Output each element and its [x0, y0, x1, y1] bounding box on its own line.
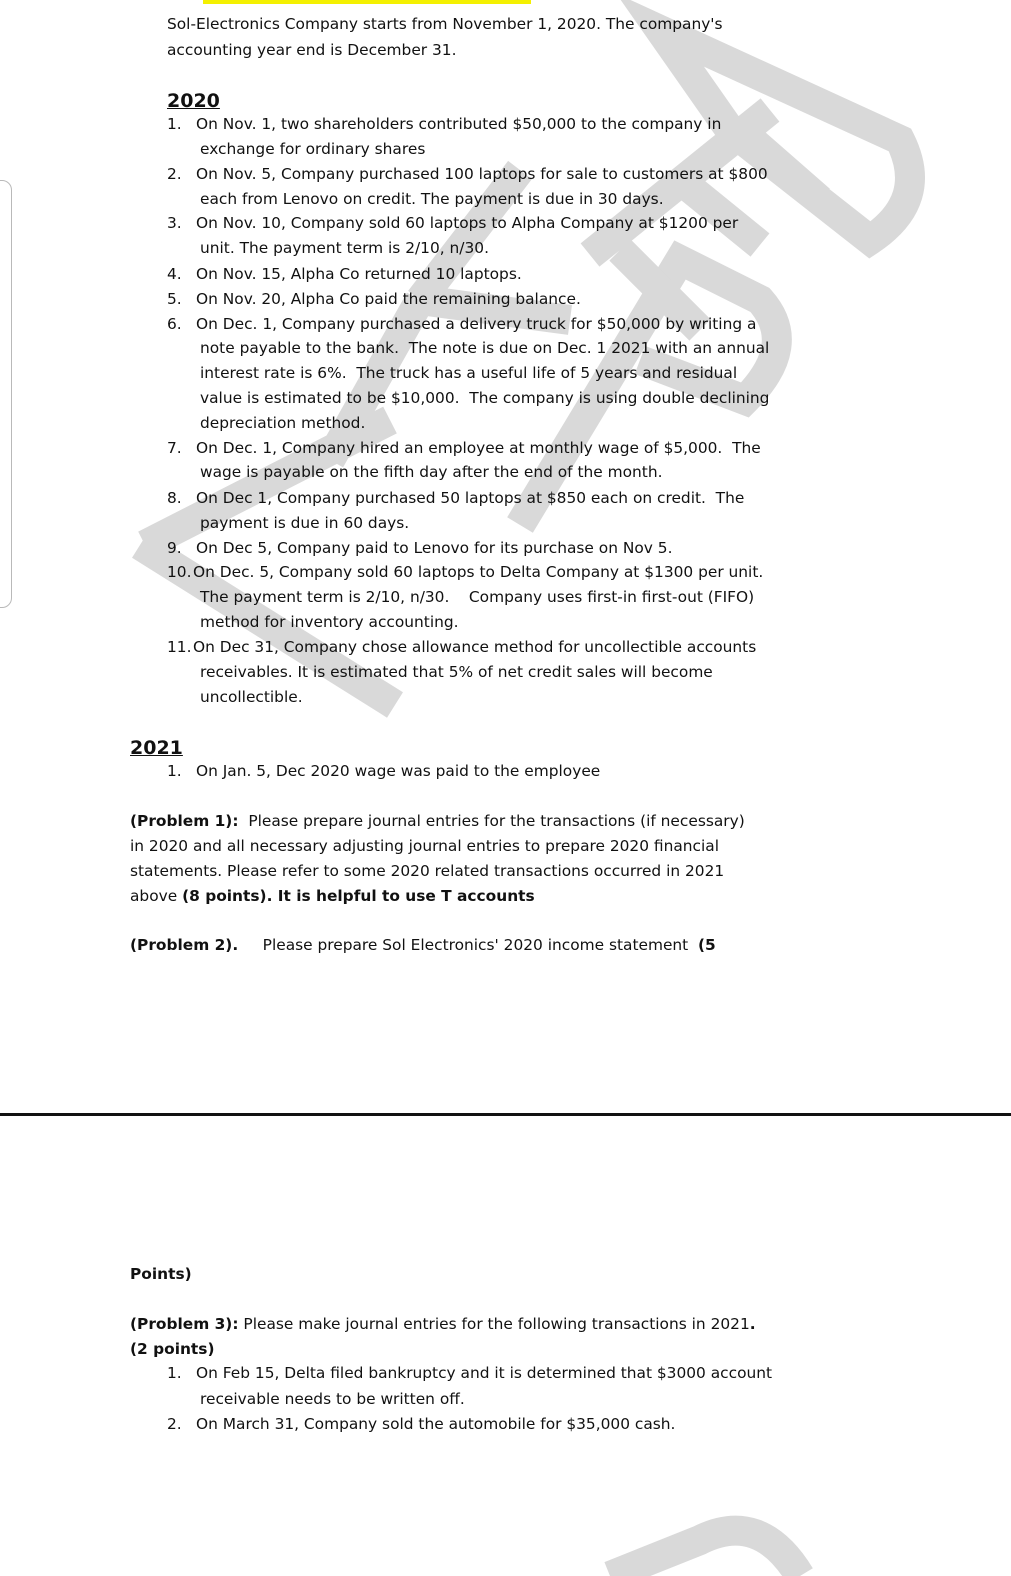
problem-3-line-1: (Problem 3): Please make journal entries for the following transactions in 2021.: [130, 1315, 756, 1333]
problem-1-line-4: above (8 points). It is helpful to use T accounts: [130, 887, 535, 905]
list-item-2020-2: 2. On Nov. 5, Company purchased 100 laptops for sale to customers at $800: [167, 165, 768, 183]
heading-2020: 2020: [167, 90, 220, 112]
problem-3-points: (2 points): [130, 1340, 215, 1358]
page-break-divider: [0, 1113, 1011, 1116]
list-item-p3-1: 1. On Feb 15, Delta filed bankruptcy and it is determined that $3000 account: [167, 1364, 773, 1382]
list-item-2020-6-cont-4: depreciation method.: [200, 414, 366, 432]
heading-2021: 2021: [130, 737, 183, 759]
list-item-2020-10-cont-2: method for inventory accounting.: [200, 613, 459, 631]
list-item-2020-10: 10.On Dec. 5, Company sold 60 laptops to Delta Company at $1300 per unit.: [167, 563, 764, 581]
problem-1-line-3: statements. Please refer to some 2020 related transactions occurred in 2021: [130, 862, 725, 880]
list-item-2020-11-cont-1: receivables. It is estimated that 5% of net credit sales will become: [200, 663, 713, 681]
intro-line-2: accounting year end is December 31.: [167, 41, 457, 59]
list-item-2020-8-cont: payment is due in 60 days.: [200, 514, 410, 532]
intro-line-1: [167, 14, 804, 34]
intro-text-1: Sol-Electronics Company starts from November 1, 2020. The company's: [167, 15, 723, 33]
list-item-2020-3-cont: unit. The payment term is 2/10, n/30.: [200, 239, 489, 257]
list-item-2020-5: 5. On Nov. 20, Alpha Co paid the remaining balance.: [167, 290, 581, 308]
list-item-2020-9: 9. On Dec 5, Company paid to Lenovo for its purchase on Nov 5.: [167, 539, 673, 557]
list-item-2020-6-cont-2: interest rate is 6%. The truck has a useful life of 5 years and residual: [200, 364, 738, 382]
list-item-2020-6: 6. On Dec. 1, Company purchased a delivery truck for $50,000 by writing a: [167, 315, 757, 333]
list-item-2020-4: 4. On Nov. 15, Alpha Co returned 10 laptops.: [167, 265, 522, 283]
problem-1-line-2: in 2020 and all necessary adjusting journal entries to prepare 2020 financial: [130, 837, 719, 855]
list-item-2020-11: 11.On Dec 31, Company chose allowance method for uncollectible accounts: [167, 638, 757, 656]
list-item-2020-7: 7. On Dec. 1, Company hired an employee at monthly wage of $5,000. The: [167, 439, 761, 457]
list-item-2020-11-cont-2: uncollectible.: [200, 688, 303, 706]
problem-1-line-1: (Problem 1): Please prepare journal entries for the transactions (if necessary): [130, 812, 745, 830]
list-item-2021-1: 1. On Jan. 5, Dec 2020 wage was paid to the employee: [167, 762, 601, 780]
list-item-2020-8: 8. On Dec 1, Company purchased 50 laptops at $850 each on credit. The: [167, 489, 745, 507]
list-item-2020-2-cont: each from Lenovo on credit. The payment is due in 30 days.: [200, 190, 664, 208]
list-item-p3-2: 2. On March 31, Company sold the automobile for $35,000 cash.: [167, 1415, 676, 1433]
list-item-2020-1: 1. On Nov. 1, two shareholders contributed $50,000 to the company in: [167, 115, 722, 133]
list-item-2020-1-cont: exchange for ordinary shares: [200, 140, 426, 158]
list-item-2020-3: 3. On Nov. 10, Company sold 60 laptops to Alpha Company at $1200 per: [167, 214, 739, 232]
list-item-2020-7-cont: wage is payable on the fifth day after the end of the month.: [200, 463, 663, 481]
list-item-2020-10-cont-1: The payment term is 2/10, n/30. Company uses first-in first-out (FIFO): [200, 588, 755, 606]
problem-2-line-1: (Problem 2). Please prepare Sol Electronics' 2020 income statement (5: [130, 936, 716, 954]
list-item-2020-6-cont-1: note payable to the bank. The note is due on Dec. 1 2021 with an annual: [200, 339, 770, 357]
problem-2-continued: Points): [130, 1265, 192, 1283]
list-item-p3-1-cont: receivable needs to be written off.: [200, 1390, 465, 1408]
list-item-2020-6-cont-3: value is estimated to be $10,000. The company is using double declining: [200, 389, 770, 407]
